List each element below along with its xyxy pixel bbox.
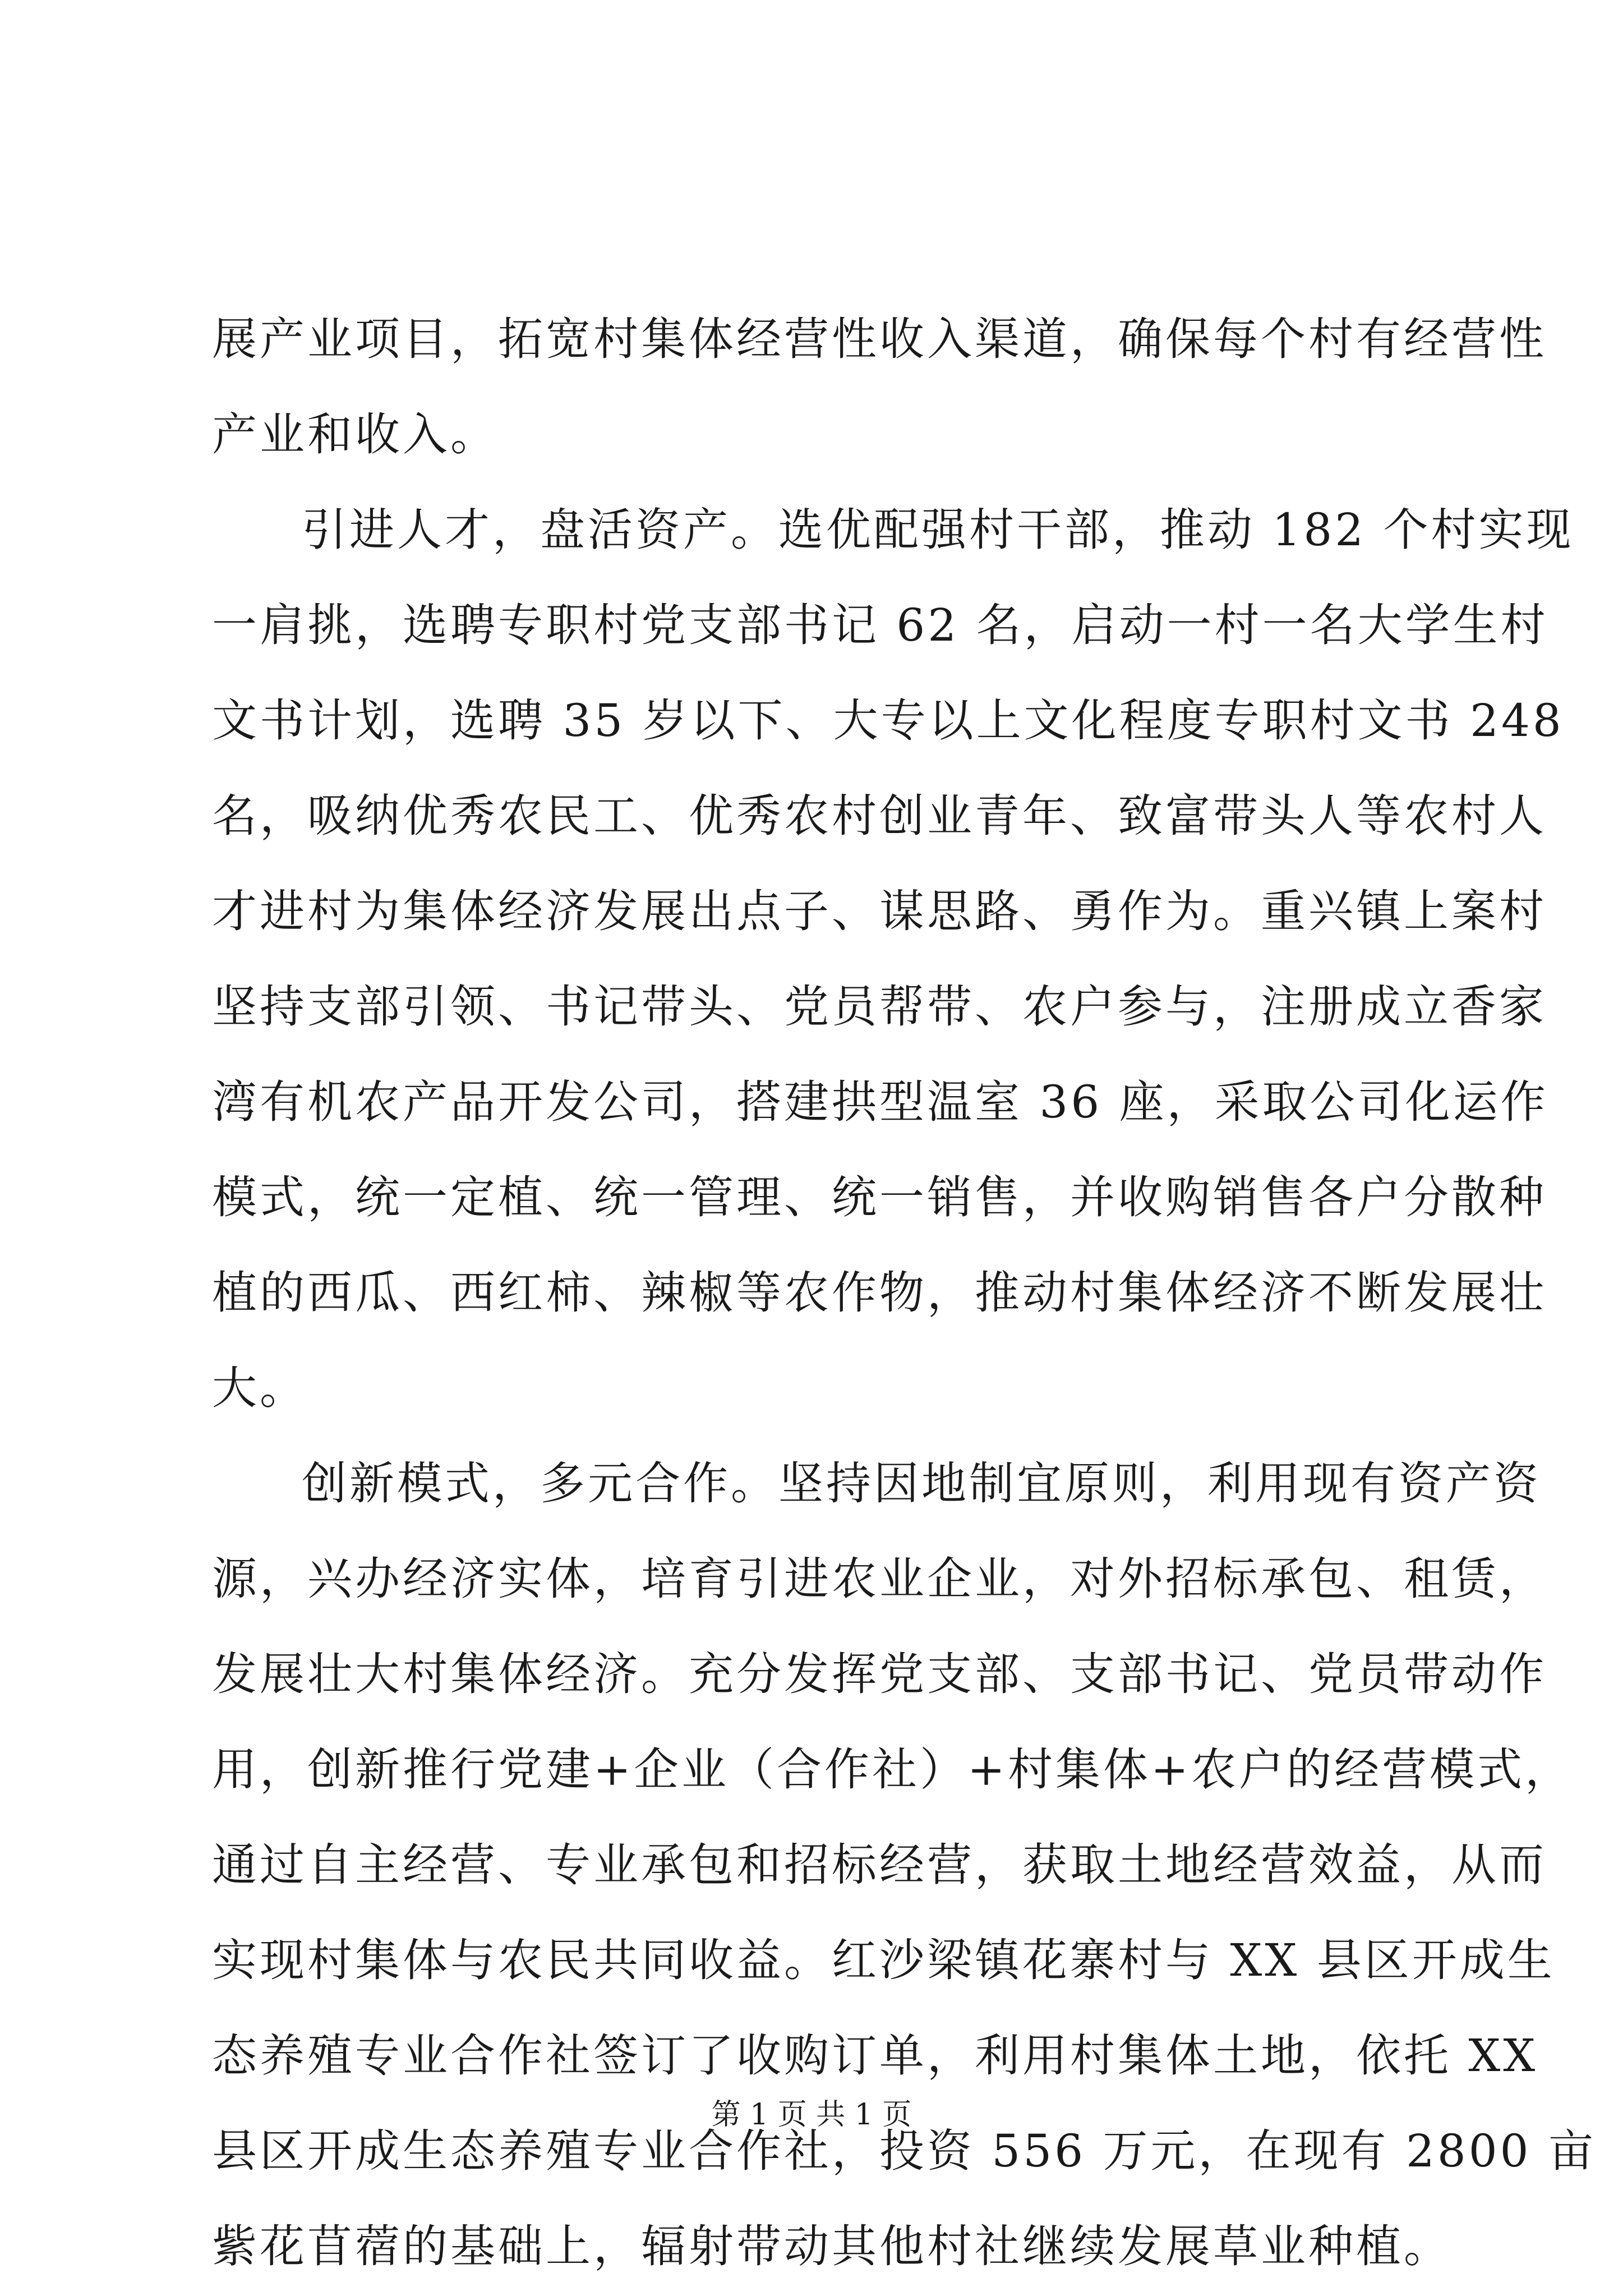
text-line: 文书计划，选聘 35 岁以下、大专以上文化程度专职村文书 248 [212, 694, 1564, 747]
text-line: 坚持支部引领、书记带头、党员帮带、农户参与，注册成立香家 [212, 981, 1547, 1033]
text-line: 用，创新推行党建+企业（合作社）+村集体+农户的经营模式， [212, 1743, 1573, 1796]
text-line: 大。 [212, 1362, 307, 1414]
text-line: 湾有机农产品开发公司，搭建拱型温室 36 座，采取公司化运作 [212, 1076, 1548, 1128]
page-footer: 第 1 页 共 1 页 [711, 2098, 912, 2132]
text-line: 展产业项目，拓宽村集体经营性收入渠道，确保每个村有经营性 [212, 313, 1547, 365]
text-line: 才进村为集体经济发展出点子、谋思路、勇作为。重兴镇上案村 [212, 885, 1547, 937]
text-line: 紫花苜蓿的基础上，辐射带动其他村社继续发展草业种植。 [212, 2220, 1451, 2272]
text-line: 发展壮大村集体经济。充分发挥党支部、支部书记、党员带动作 [212, 1648, 1547, 1700]
paragraph [212, 292, 1547, 482]
paragraph [212, 482, 1574, 1436]
text-line: 实现村集体与农民共同收益。红沙梁镇花寨村与 XX 县区开成生 [212, 1934, 1555, 1986]
text-line: 名，吸纳优秀农民工、优秀农村创业青年、致富带头人等农村人 [212, 790, 1547, 842]
text-line: 通过自主经营、专业承包和招标经营，获取土地经营效益，从而 [212, 1839, 1547, 1891]
text-line: 产业和收入。 [212, 408, 498, 461]
text-line: 创新模式，多元合作。坚持因地制宜原则，利用现有资产资 [302, 1457, 1541, 1510]
text-line: 态养殖专业合作社签订了收购订单，利用村集体土地，依托 XX [212, 2030, 1538, 2082]
text-line: 引进人才，盘活资产。选优配强村干部，推动 182 个村实现 [302, 504, 1574, 556]
document-body [212, 292, 1597, 2294]
text-line: 植的西瓜、西红柿、辣椒等农作物，推动村集体经济不断发展壮 [212, 1267, 1547, 1319]
text-line: 模式，统一定植、统一管理、统一销售，并收购销售各户分散种 [212, 1171, 1547, 1223]
text-line: 县区开成生态养殖专业合作社，投资 556 万元，在现有 2800 亩 [212, 2125, 1597, 2177]
text-line: 一肩挑，选聘专职村党支部书记 62 名，启动一村一名大学生村 [212, 599, 1548, 651]
text-line: 源，兴办经济实体，培育引进农业企业，对外招标承包、租赁， [212, 1553, 1547, 1605]
paragraph [212, 1436, 1597, 2294]
